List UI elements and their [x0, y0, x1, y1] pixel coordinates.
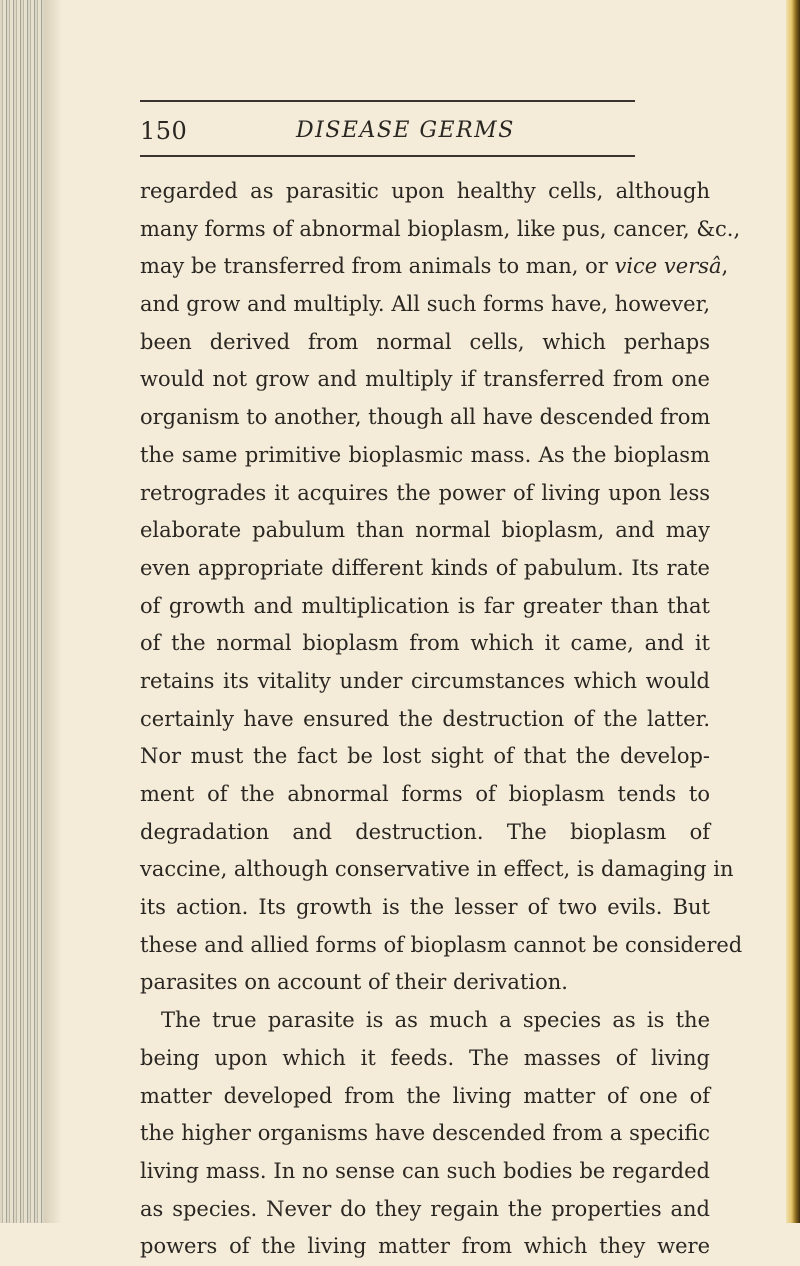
text-line: even appropriate different kinds of pabulum. Its rate	[140, 555, 710, 580]
text-line: degradation and destruction. The bioplasm of	[140, 819, 710, 844]
text-line: its action. Its growth is the lesser of two evils. But	[140, 895, 710, 920]
header-rule-bottom	[140, 155, 635, 157]
text-line: matter developed from the living matter of one of	[140, 1083, 710, 1108]
text-line: retrogrades it acquires the power of living upon less	[140, 480, 710, 505]
text-line: certainly have ensured the destruction of the latter.	[140, 706, 710, 731]
text-line: Nor must the fact be lost sight of that the develop-	[140, 744, 710, 769]
text-line: and grow and multiply. All such forms have, however,	[140, 292, 710, 317]
text-line: vaccine, although conservative in effect, is damaging in	[140, 857, 734, 882]
text-line: may be transferred from animals to man, or vice versâ,	[140, 254, 729, 279]
text-line: ment of the abnormal forms of bioplasm tends to	[140, 782, 710, 806]
text-line: would not grow and multiply if transferred from one	[140, 367, 710, 392]
text-line: of growth and multiplication is far greater than that	[140, 593, 710, 618]
italic-phrase: vice versâ	[614, 254, 722, 279]
text-line: regarded as parasitic upon healthy cells, although	[140, 179, 710, 203]
text-line: the same primitive bioplasmic mass. As the bioplasm	[140, 442, 710, 467]
page-number: 150	[140, 117, 188, 145]
text-line: The true parasite is as much a species as is the	[161, 1008, 710, 1033]
text-line: powers of the living matter from which they were	[140, 1234, 710, 1259]
text-line: many forms of abnormal bioplasm, like pus, cancer, &c.,	[140, 216, 741, 241]
text-line: being upon which it feeds. The masses of living	[140, 1045, 710, 1070]
text-line: elaborate pabulum than normal bioplasm, and may	[140, 518, 710, 543]
running-head: DISEASE GERMS	[296, 118, 515, 143]
text-line: living mass. In no sense can such bodies be regarded	[140, 1158, 710, 1183]
text-line: as species. Never do they regain the properties and	[140, 1196, 710, 1221]
text-line: these and allied forms of bioplasm cannot be considered	[140, 932, 743, 957]
text-line: parasites on account of their derivation.	[140, 970, 568, 995]
text-line: organism to another, though all have descended from	[140, 405, 711, 430]
text-line: been derived from normal cells, which perhaps	[140, 329, 710, 354]
body-text	[140, 173, 743, 1266]
text-line: retains its vitality under circumstances which would	[140, 668, 710, 693]
text-line: of the normal bioplasm from which it came, and it	[140, 631, 710, 656]
header-rule-top	[140, 100, 635, 102]
text-line: the higher organisms have descended from a specific	[140, 1121, 710, 1146]
